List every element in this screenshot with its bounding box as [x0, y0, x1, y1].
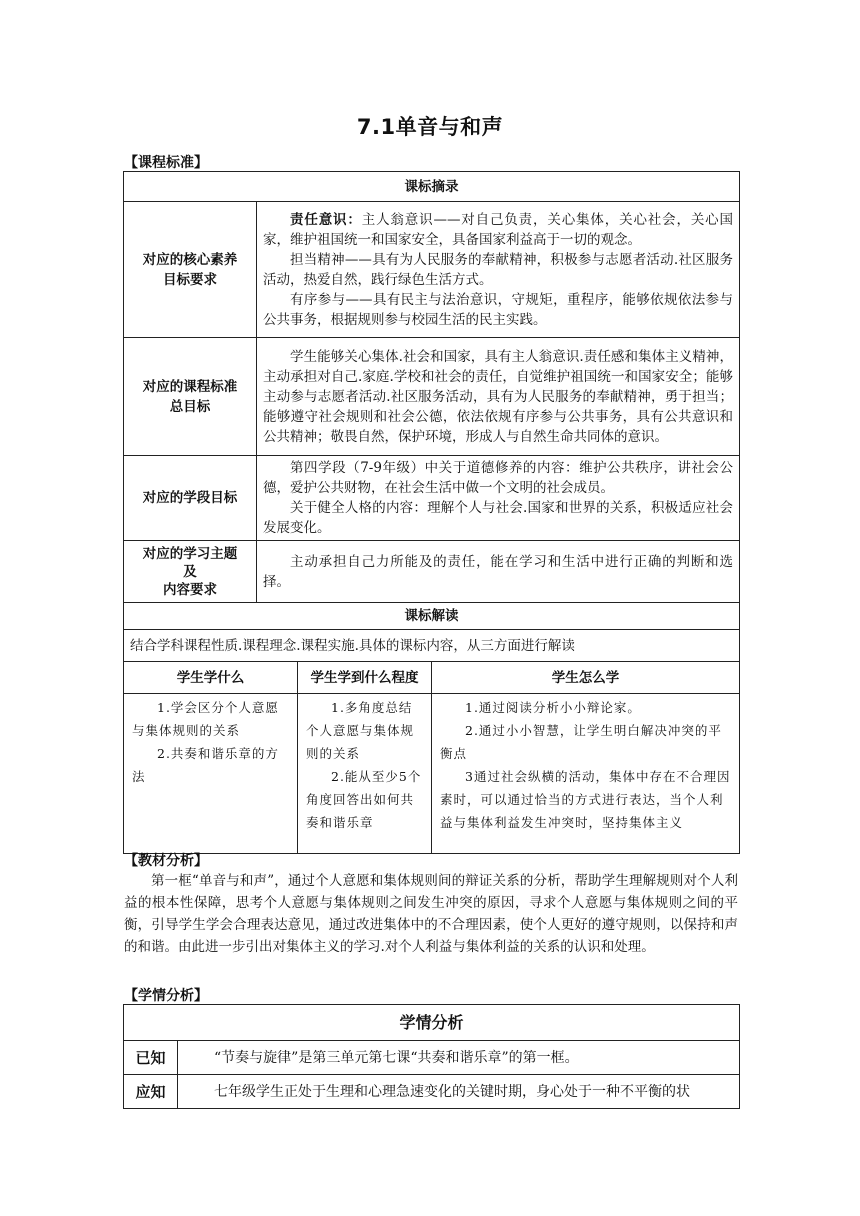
student-table-header: 学情分析 [124, 1005, 740, 1041]
col-header-degree: 学生学到什么程度 [298, 662, 432, 694]
student-table [123, 1004, 740, 1109]
row-label-learning-theme: 对应的学习主题 及 内容要求 [124, 541, 257, 603]
row-label-total-goal: 对应的课程标准 总目标 [124, 338, 257, 456]
material-analysis [124, 870, 738, 958]
section-heading-student: 【学情分析】 [124, 988, 208, 1004]
what-item-1: 1.学会区分个人意愿与集体规则的关系 [132, 700, 279, 738]
page-title: 7.1单音与和声 [356, 115, 504, 139]
section-heading-standard: 【课程标准】 [124, 155, 208, 171]
section-heading-material: 【教材分析】 [124, 853, 208, 869]
row-label-core-literacy: 对应的核心素养 目标要求 [124, 202, 257, 338]
how-item-2: 2.通过小小智慧，让学生明白解决冲突的平衡点 [440, 723, 722, 761]
total-goal-text: 学生能够关心集体.社会和国家，具有主人翁意识.责任感和集体主义精神，主动承担对自己.家庭.学校和社会的责任，自觉维护祖国统一和国家安全；能够主动参与志愿者活动.社区服务活动，具有为人民服务的奉献精神，勇于担当；能够遵守社会规则和社会公德，依法依规有序参与公共事务，具有公共意识和公共精神；敬畏自然，保护环境，形成人与自然生命共同体的意识。 [263, 348, 733, 445]
how-item-3: 3通过社会纵横的活动，集体中存在不合理因素时，可以通过恰当的方式进行表达，当个人利益与集体利益发生冲突时，坚持集体主义 [440, 769, 731, 830]
how-item-1: 1.通过阅读分析小小辩论家。 [465, 700, 641, 715]
col-header-what: 学生学什么 [124, 662, 298, 694]
material-analysis-text: 第一框“单音与和声”，通过个人意愿和集体规则间的辩证关系的分析，帮助学生理解规则对个人利益的根本性保障，思考个人意愿与集体规则之间发生冲突的原因，寻求个人意愿与集体规则之间的平衡，引导学生学会合理表达意见，通过改进集体中的不合理因素，使个人更好的遵守规则，以保持和声的和谐。由此进一步引出对集体主义的学习.对个人利益与集体利益的关系的认识和处理。 [124, 873, 738, 955]
should-know-text: 七年级学生正处于生理和心理急速变化的关键时期，身心处于一种不平衡的状 [178, 1075, 740, 1109]
standard-table [123, 171, 740, 854]
degree-item-1: 1.多角度总结个人意愿与集体规则的关系 [306, 700, 415, 761]
core-literacy-para-3: 有序参与——具有民主与法治意识，守规矩，重程序，能够依规依法参与公共事务，根据规则参与校园生活的民主实践。 [263, 291, 733, 328]
degree-item-2: 2.能从至少5个角度回答出如何共奏和谐乐章 [306, 769, 422, 830]
learning-theme-text: 主动承担自己力所能及的责任，能在学习和生活中进行正确的判断和选择。 [263, 553, 733, 590]
interpret-header: 课标解读 [124, 603, 740, 630]
excerpt-header: 课标摘录 [124, 172, 740, 202]
should-know-label: 应知 [124, 1075, 178, 1109]
core-literacy-para-1: 责任意识：主人翁意识——对自己负责，关心集体，关心社会，关心国家，维护祖国统一和国家安全，具备国家利益高于一切的观念。 [263, 211, 734, 248]
what-item-2: 2.共奏和谐乐章的方法 [132, 746, 279, 784]
stage-goal-para-1: 第四学段（7-9年级）中关于道德修养的内容：维护公共秩序，讲社会公德，爱护公共财物，在社会生活中做一个文明的社会成员。 [263, 460, 733, 496]
col-header-how: 学生怎么学 [432, 662, 740, 694]
stage-goal-para-2: 关于健全人格的内容：理解个人与社会.国家和世界的关系，积极适应社会发展变化。 [263, 500, 733, 536]
row-label-stage-goal: 对应的学段目标 [124, 456, 257, 541]
known-label: 已知 [124, 1041, 178, 1075]
core-literacy-para-2: 担当精神——具有为人民服务的奉献精神，积极参与志愿者活动.社区服务活动，热爱自然，践行绿色生活方式。 [263, 251, 733, 288]
known-text: “节奏与旋律”是第三单元第七课“共奏和谐乐章”的第一框。 [178, 1041, 740, 1075]
interpret-text: 结合学科课程性质.课程理念.课程实施.具体的课标内容，从三方面进行解读 [124, 630, 740, 662]
